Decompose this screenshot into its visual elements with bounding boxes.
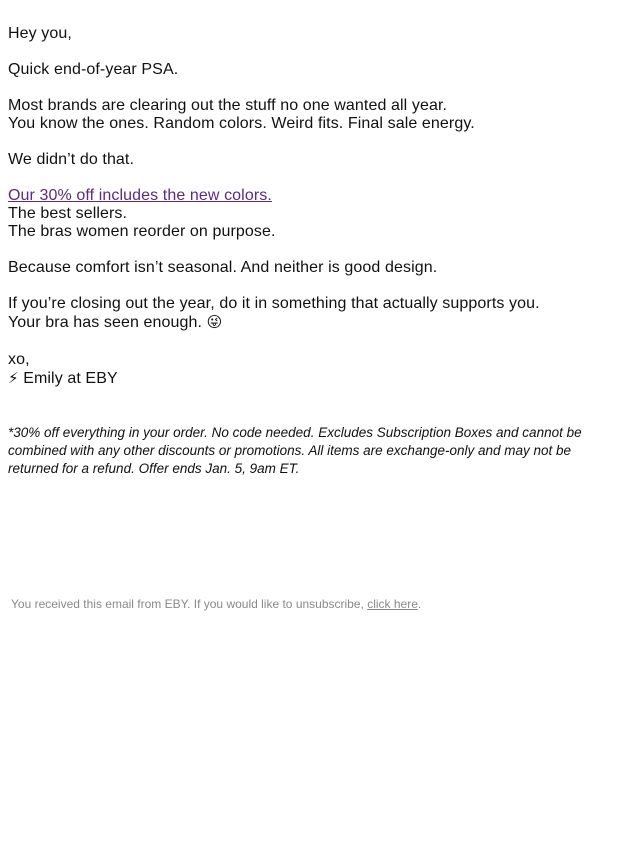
paragraph-didnt bbox=[8, 151, 623, 169]
signoff-signature bbox=[8, 369, 623, 388]
closing-line-1: If you’re closing out the year, do it in something that actually supports you. bbox=[8, 295, 540, 312]
footer-period: . bbox=[417, 597, 422, 611]
paragraph-comfort bbox=[8, 259, 623, 277]
paragraph-closing bbox=[8, 295, 623, 332]
signoff-name: Emily at EBY bbox=[23, 370, 118, 387]
email-footer bbox=[11, 596, 421, 612]
signoff bbox=[8, 350, 623, 388]
intro-text: Quick end-of-year PSA. bbox=[8, 61, 179, 78]
paragraph-brands bbox=[8, 97, 623, 133]
brands-line-1: Most brands are clearing out the stuff no one wanted all year. bbox=[8, 97, 448, 114]
closing-line-2: Your bra has seen enough. bbox=[8, 314, 203, 331]
brands-line-2: You know the ones. Random colors. Weird fits. Final sale energy. bbox=[8, 115, 475, 132]
lightning-bolt-icon: ⚡ bbox=[8, 369, 19, 387]
comfort-text: Because comfort isn’t seasonal. And neither is good design. bbox=[8, 259, 438, 276]
didnt-text: We didn’t do that. bbox=[8, 151, 135, 168]
closing-line-2-wrap bbox=[8, 313, 623, 332]
promo-link[interactable]: Our 30% off includes the new colors. bbox=[8, 187, 272, 204]
paragraph-offer bbox=[8, 187, 623, 241]
intro bbox=[8, 61, 623, 79]
offer-line-2: The best sellers. bbox=[8, 205, 128, 222]
email-body bbox=[8, 25, 623, 406]
greeting-text: Hey you, bbox=[8, 25, 72, 42]
winking-tongue-emoji-icon: 😜 bbox=[206, 313, 223, 331]
footer-text: You received this email from EBY. If you would like to unsubscribe, bbox=[11, 597, 368, 611]
signoff-xo: xo, bbox=[8, 351, 30, 368]
greeting bbox=[8, 25, 623, 43]
offer-line-3: The bras women reorder on purpose. bbox=[8, 223, 276, 240]
unsubscribe-link[interactable]: click here bbox=[367, 597, 418, 611]
offer-disclaimer: *30% off everything in your order. No code needed. Excludes Subscription Boxes and cannot be combined with any other discounts or promotions. All items are exchange-only and may not be returned for a refund. Offer ends Jan. 5, 9am ET. bbox=[8, 425, 582, 476]
